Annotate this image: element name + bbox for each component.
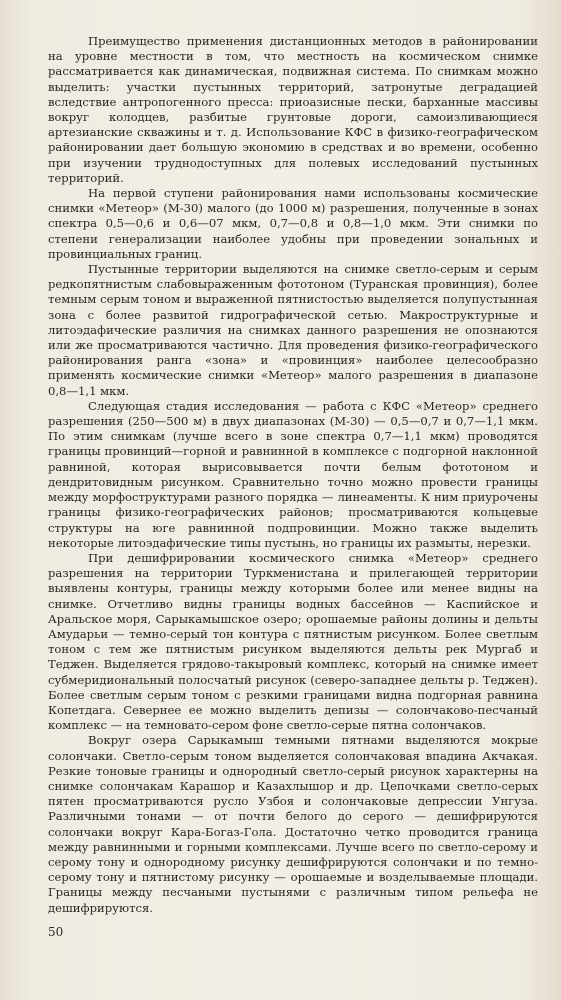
- body-text: [48, 34, 538, 916]
- paragraph: При дешифрировании космического снимка «Метеор» среднего разрешения на территории Туркменистана и прилегающей территории выявлены контуры, границы между которыми более или менее видны на снимке. Отчетливо видны границы водных бассейнов — Каспийское и Аральское моря, Сарыкамышское озеро; орошаемые районы долины и дельты Амударьи — темно-серый тон контура с пятнистым рисунком. Более светлым тоном с тем же пятнистым рисунком выделяются дельты рек Мургаб и Теджен. Выделяется грядово-такыровый комплекс, который на снимке имеет субмеридиональный полосчатый рисунок (северо-западнее дельты р. Теджен). Более светлым серым тоном с резкими границами видна подгорная равнина Копетдага. Севернее ее можно выделить депизы — солончаково-песчаный комплекс — на темновато-сером фоне светло-серые пятна солончаков.: [48, 550, 538, 733]
- paragraph: Преимущество применения дистанционных методов в районировании на уровне местности в том, что местность на космическом снимке рассматривается как динамическая, подвижная система. По снимкам можно выделить: участки пустынных территорий, затронутые деградацией вследствие антропогенного пресса: приоазисные пески, барханные массивы вокруг колодцев, разбитые грунтовые дороги, самоизливающиеся артезианские скважины и т. д. Использование КФС в физико-географическом районировании дает большую экономию в средствах и во времени, особенно при изучении труднодоступных для полевых исследований пустынных территорий.: [48, 34, 538, 185]
- paragraph: Следующая стадия исследования — работа с КФС «Метеор» среднего разрешения (250—500 м) в двух диапазонах (М-30) — 0,5—0,7 и 0,7—1,1 мкм. По этим снимкам (лучше всего в зоне спектра 0,7—1,1 мкм) проводятся границы провинций—горной и равнинной в комплексе с подгорной наклонной равниной, которая вырисовывается почти белым фототоном и дендритовидным рисунком. Сравнительно точно можно провести границы между морфоструктурами разного порядка — линеаменты. К ним приурочены границы физико-географических районов; просматриваются кольцевые структуры на юге равнинной подпровинции. Можно также выделить некоторые литоэдафические типы пустынь, но границы их размыты, нерезки.: [48, 398, 538, 550]
- paragraph: На первой ступени районирования нами использованы космические снимки «Метеор» (М-30) малого (до 1000 м) разрешения, полученные в зонах спектра 0,5—0,6 и 0,6—07 мкм, 0,7—0,8 и 0,8—1,0 мкм. Эти снимки по степени генерализации наиболее удобны при проведении зональных и провинциальных границ.: [48, 186, 538, 261]
- paragraph: Пустынные территории выделяются на снимке светло-серым и серым редкопятнистым слабовыраженным фототоном (Туранская провинция), более темным серым тоном и выраженной пятнистостью выделяется полупустынная зона с более развитой гидрографической сетью. Макроструктурные и литоэдафические различия на снимках данного разрешения не опознаются или же просматриваются частично. Для проведения физико-географического районирования ранга «зона» и «провинция» наиболее целесообразно применять космические снимки «Метеор» малого разрешения в диапазоне 0,8—1,1 мкм.: [48, 262, 538, 398]
- paragraph: Вокруг озера Сарыкамыш темными пятнами выделяются мокрые солончаки. Светло-серым тоном выделяется солончаковая впадина Акчакая. Резкие тоновые границы и однородный светло-серый рисунок характерны на снимке солончакам Карашор и Казахлышор и др. Цепочками светло-серых пятен просматриваются русло Узбоя и солончаковые депрессии Унгуза. Различными тонами — от почти белого до серого — дешифрируются солончаки вокруг Кара-Богаз-Гола. Достаточно четко проводится граница между равнинными и горными комплексами. Лучше всего по светло-серому и серому тону и однородному рисунку дешифрируются солончаки и по темно-серому тону и пятнистому рисунку — орошаемые и возделываемые площади. Границы между песчаными пустынями с различным типом рельефа не дешифрируются.: [48, 733, 538, 915]
- page-number: 50: [48, 925, 64, 939]
